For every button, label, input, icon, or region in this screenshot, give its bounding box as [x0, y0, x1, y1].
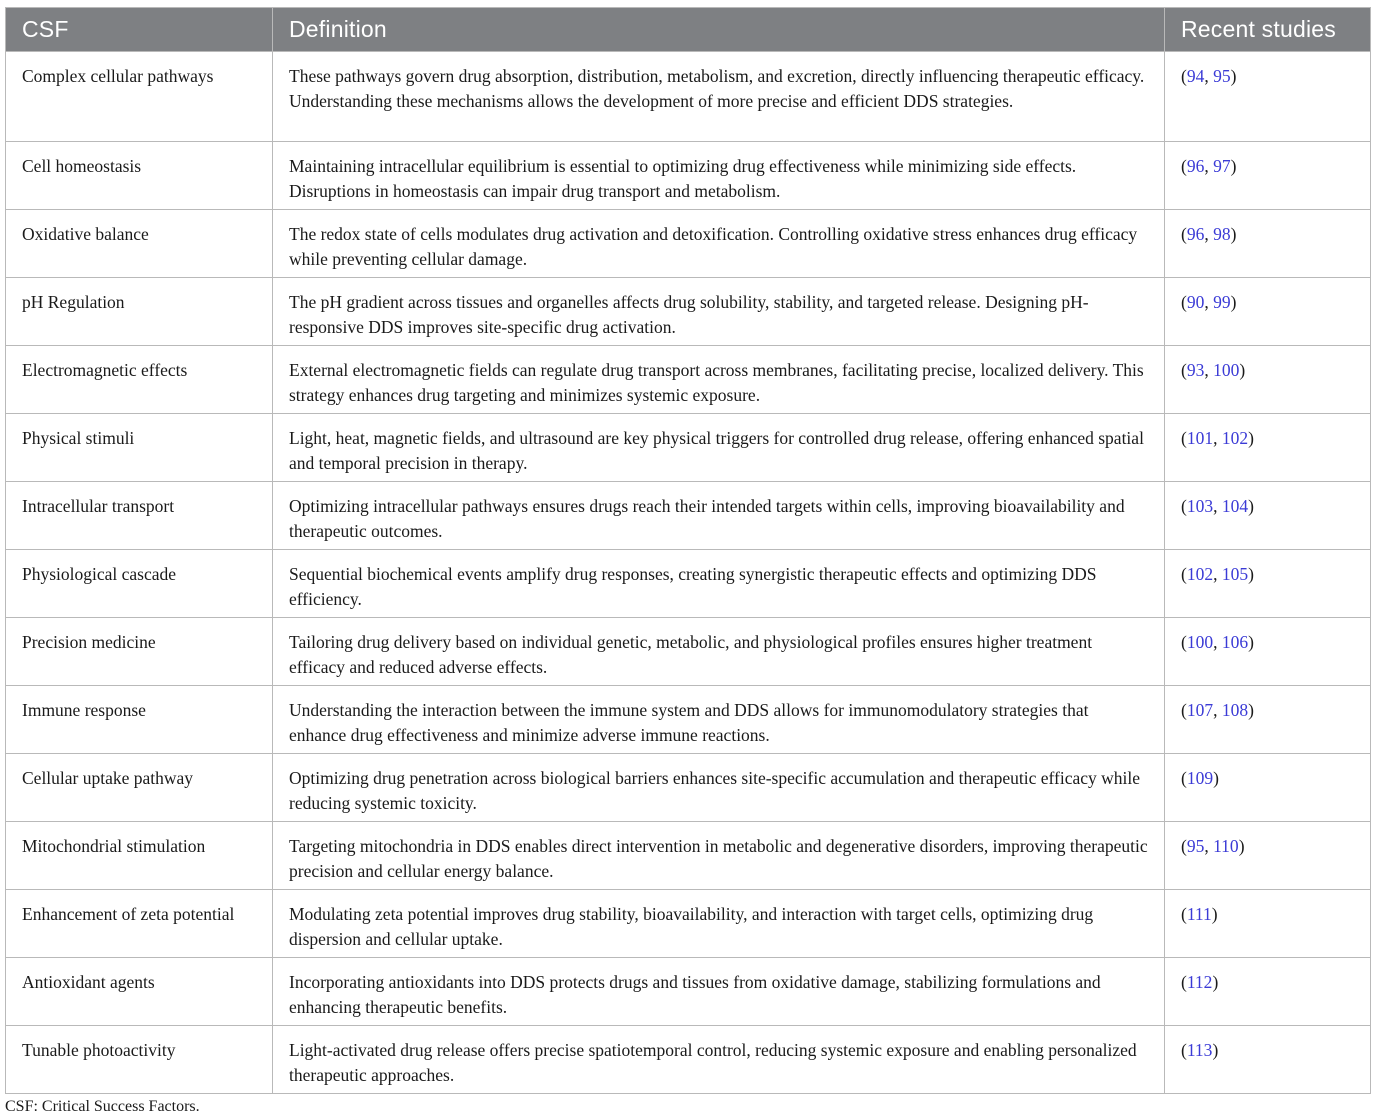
recent-studies-cell: (101, 102) [1165, 414, 1371, 482]
csf-cell: Immune response [6, 686, 273, 754]
recent-studies-cell: (96, 98) [1165, 210, 1371, 278]
table-row [6, 210, 1371, 278]
reference-link[interactable]: 107 [1186, 700, 1214, 720]
reference-link[interactable]: 108 [1221, 700, 1249, 720]
definition-cell: Optimizing intracellular pathways ensures drugs reach their intended targets within cells, improving bioavailability and therapeutic outcomes. [273, 482, 1165, 550]
reference-link[interactable]: 93 [1186, 360, 1205, 380]
recent-studies-cell: (93, 100) [1165, 346, 1371, 414]
definition-cell: Sequential biochemical events amplify drug responses, creating synergistic therapeutic effects and optimizing DDS efficiency. [273, 550, 1165, 618]
table-row [6, 618, 1371, 686]
table-header-row [6, 8, 1371, 52]
csf-cell: Physiological cascade [6, 550, 273, 618]
definition-cell: The pH gradient across tissues and organelles affects drug solubility, stability, and targeted release. Designing pH-responsive DDS improves site-specific drug activation. [273, 278, 1165, 346]
table-row [6, 482, 1371, 550]
table-row [6, 958, 1371, 1026]
table-row [6, 686, 1371, 754]
reference-link[interactable]: 102 [1186, 564, 1214, 584]
csf-cell: Oxidative balance [6, 210, 273, 278]
reference-link[interactable]: 105 [1221, 564, 1249, 584]
reference-link[interactable]: 103 [1186, 496, 1214, 516]
table-row [6, 754, 1371, 822]
recent-studies-cell: (100, 106) [1165, 618, 1371, 686]
recent-studies-cell: (113) [1165, 1026, 1371, 1094]
csf-table [5, 7, 1371, 1094]
definition-cell: Targeting mitochondria in DDS enables direct intervention in metabolic and degenerative disorders, improving therapeutic precision and cellular energy balance. [273, 822, 1165, 890]
csf-cell: Complex cellular pathways [6, 52, 273, 142]
recent-studies-cell: (103, 104) [1165, 482, 1371, 550]
reference-link[interactable]: 109 [1186, 768, 1214, 788]
table-row [6, 890, 1371, 958]
definition-cell: Tailoring drug delivery based on individual genetic, metabolic, and physiological profiles ensures higher treatment efficacy and reduced adverse effects. [273, 618, 1165, 686]
header-recent-studies: Recent studies [1165, 8, 1371, 52]
reference-link[interactable]: 100 [1186, 632, 1214, 652]
table-row [6, 52, 1371, 142]
reference-link[interactable]: 96 [1186, 224, 1205, 244]
header-definition: Definition [273, 8, 1165, 52]
csf-cell: Electromagnetic effects [6, 346, 273, 414]
recent-studies-cell: (111) [1165, 890, 1371, 958]
table-row [6, 346, 1371, 414]
recent-studies-cell: (107, 108) [1165, 686, 1371, 754]
reference-link[interactable]: 90 [1186, 292, 1205, 312]
definition-cell: Understanding the interaction between the immune system and DDS allows for immunomodulatory strategies that enhance drug effectiveness and minimize adverse immune reactions. [273, 686, 1165, 754]
recent-studies-cell: (102, 105) [1165, 550, 1371, 618]
csf-cell: pH Regulation [6, 278, 273, 346]
recent-studies-cell: (109) [1165, 754, 1371, 822]
definition-cell: The redox state of cells modulates drug activation and detoxification. Controlling oxidative stress enhances drug efficacy while preventing cellular damage. [273, 210, 1165, 278]
recent-studies-cell: (112) [1165, 958, 1371, 1026]
csf-cell: Precision medicine [6, 618, 273, 686]
reference-link[interactable]: 112 [1186, 972, 1213, 992]
csf-cell: Physical stimuli [6, 414, 273, 482]
reference-link[interactable]: 113 [1186, 1040, 1213, 1060]
reference-link[interactable]: 106 [1221, 632, 1249, 652]
reference-link[interactable]: 96 [1186, 156, 1205, 176]
definition-cell: Modulating zeta potential improves drug stability, bioavailability, and interaction with target cells, optimizing drug dispersion and cellular uptake. [273, 890, 1165, 958]
table-row [6, 142, 1371, 210]
csf-cell: Tunable photoactivity [6, 1026, 273, 1094]
definition-cell: Optimizing drug penetration across biological barriers enhances site-specific accumulation and therapeutic efficacy while reducing systemic toxicity. [273, 754, 1165, 822]
reference-link[interactable]: 102 [1221, 428, 1249, 448]
csf-cell: Intracellular transport [6, 482, 273, 550]
reference-link[interactable]: 97 [1213, 156, 1231, 176]
definition-cell: Maintaining intracellular equilibrium is essential to optimizing drug effectiveness while minimizing side effects. Disruptions in homeostasis can impair drug transport and metabolism. [273, 142, 1165, 210]
table-row [6, 414, 1371, 482]
csf-cell: Mitochondrial stimulation [6, 822, 273, 890]
table-row [6, 278, 1371, 346]
reference-link[interactable]: 111 [1186, 904, 1212, 924]
csf-cell: Cellular uptake pathway [6, 754, 273, 822]
csf-cell: Antioxidant agents [6, 958, 273, 1026]
table-footnote: CSF: Critical Success Factors. [5, 1098, 200, 1115]
definition-cell: Incorporating antioxidants into DDS protects drugs and tissues from oxidative damage, stabilizing formulations and enhancing therapeutic benefits. [273, 958, 1165, 1026]
definition-cell: Light, heat, magnetic fields, and ultrasound are key physical triggers for controlled drug release, offering enhanced spatial and temporal precision in therapy. [273, 414, 1165, 482]
table-row [6, 1026, 1371, 1094]
recent-studies-cell: (90, 99) [1165, 278, 1371, 346]
csf-cell: Cell homeostasis [6, 142, 273, 210]
reference-link[interactable]: 95 [1186, 836, 1205, 856]
reference-link[interactable]: 94 [1186, 66, 1205, 86]
csf-cell: Enhancement of zeta potential [6, 890, 273, 958]
definition-cell: External electromagnetic fields can regulate drug transport across membranes, facilitating precise, localized delivery. This strategy enhances drug targeting and minimizes systemic exposure. [273, 346, 1165, 414]
table-row [6, 822, 1371, 890]
recent-studies-cell: (94, 95) [1165, 52, 1371, 142]
reference-link[interactable]: 104 [1221, 496, 1249, 516]
recent-studies-cell: (96, 97) [1165, 142, 1371, 210]
reference-link[interactable]: 100 [1213, 360, 1240, 380]
table-row [6, 550, 1371, 618]
definition-cell: Light-activated drug release offers precise spatiotemporal control, reducing systemic exposure and enabling personalized therapeutic approaches. [273, 1026, 1165, 1094]
reference-link[interactable]: 110 [1213, 836, 1239, 856]
reference-link[interactable]: 101 [1186, 428, 1214, 448]
header-csf: CSF [6, 8, 273, 52]
reference-link[interactable]: 95 [1213, 66, 1231, 86]
recent-studies-cell: (95, 110) [1165, 822, 1371, 890]
definition-cell: These pathways govern drug absorption, distribution, metabolism, and excretion, directly influencing therapeutic efficacy. Understanding these mechanisms allows the development of more precise and efficient DDS strategies. [273, 52, 1165, 142]
reference-link[interactable]: 99 [1213, 292, 1231, 312]
reference-link[interactable]: 98 [1213, 224, 1231, 244]
